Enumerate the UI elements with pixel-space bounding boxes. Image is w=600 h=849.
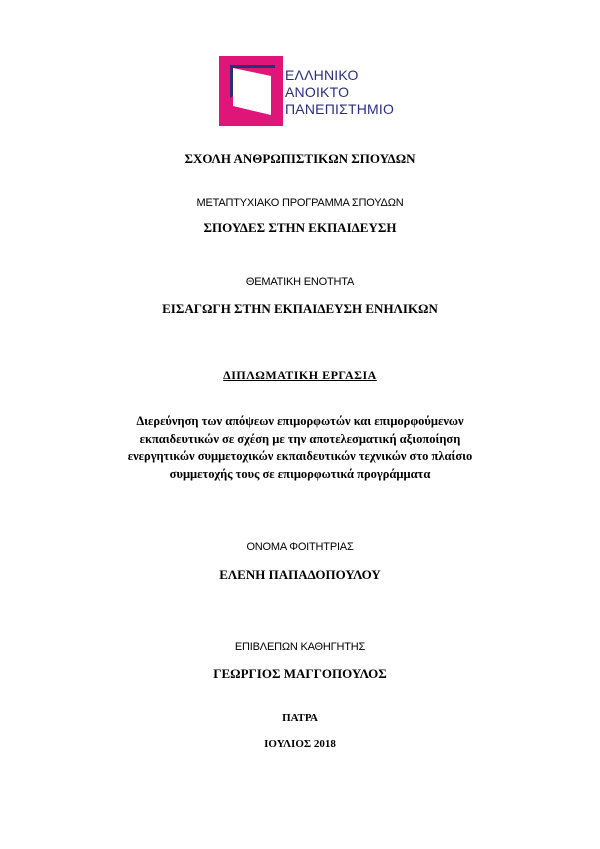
university-logo xyxy=(219,56,399,126)
student-heading: ΟΝΟΜΑ ΦΟΙΤΗΤΡΙΑΣ xyxy=(246,541,354,553)
logo-wordmark xyxy=(285,67,394,118)
thesis-title-line: Διερεύνηση των απόψεων επιμορφωτών και επιμορφούμενων xyxy=(136,414,464,428)
student-name: ΕΛΕΝΗ ΠΑΠΑΔΟΠΟΥΛΟΥ xyxy=(219,567,381,582)
school-name: ΣΧΟΛΗ ΑΝΘΡΩΠΙΣΤΙΚΩΝ ΣΠΟΥΔΩΝ xyxy=(184,151,416,166)
thesis-title-line: ενεργητικών συμμετοχικών εκπαιδευτικών τεχνικών στο πλαίσιο xyxy=(127,449,473,463)
city: ΠΑΤΡΑ xyxy=(282,712,318,724)
thesis-type: ΔΙΠΛΩΜΑΤΙΚΗ ΕΡΓΑΣΙΑ xyxy=(223,368,377,382)
logo-mark-icon xyxy=(219,56,283,126)
thesis-title-line: συμμετοχής τους σε επιμορφωτικά προγράμματα xyxy=(169,466,431,481)
program-name: ΣΠΟΥΔΕΣ ΣΤΗΝ ΕΚΠΑΙΔΕΥΣΗ xyxy=(203,220,397,235)
supervisor-heading: ΕΠΙΒΛΕΠΩΝ ΚΑΘΗΓΗΤΗΣ xyxy=(234,641,366,653)
unit-heading: ΘΕΜΑΤΙΚΗ ΕΝΟΤΗΤΑ xyxy=(245,276,355,288)
thesis-title xyxy=(60,413,540,483)
thesis-title-line: εκπαιδευτικών σε σχέση με την αποτελεσματική αξιοποίηση xyxy=(139,431,461,446)
logo-line-2: ΑΝΟΙΚΤΟ xyxy=(285,84,350,100)
logo-line-3: ΠΑΝΕΠΙΣΤΗΜΙΟ xyxy=(285,101,395,117)
unit-name: ΕΙΣΑΓΩΓΗ ΣΤΗΝ ΕΚΠΑΙΔΕΥΣΗ ΕΝΗΛΙΚΩΝ xyxy=(162,301,438,316)
supervisor-name: ΓΕΩΡΓΙΟΣ ΜΑΓΓΟΠΟΥΛΟΣ xyxy=(213,666,387,681)
date: ΙΟΥΛΙΟΣ 2018 xyxy=(264,738,336,750)
program-heading: ΜΕΤΑΠΤΥΧΙΑΚΟ ΠΡΟΓΡΑΜΜΑ ΣΠΟΥΔΩΝ xyxy=(196,197,404,209)
logo-line-1: ΕΛΛΗΝΙΚΟ xyxy=(285,67,359,83)
